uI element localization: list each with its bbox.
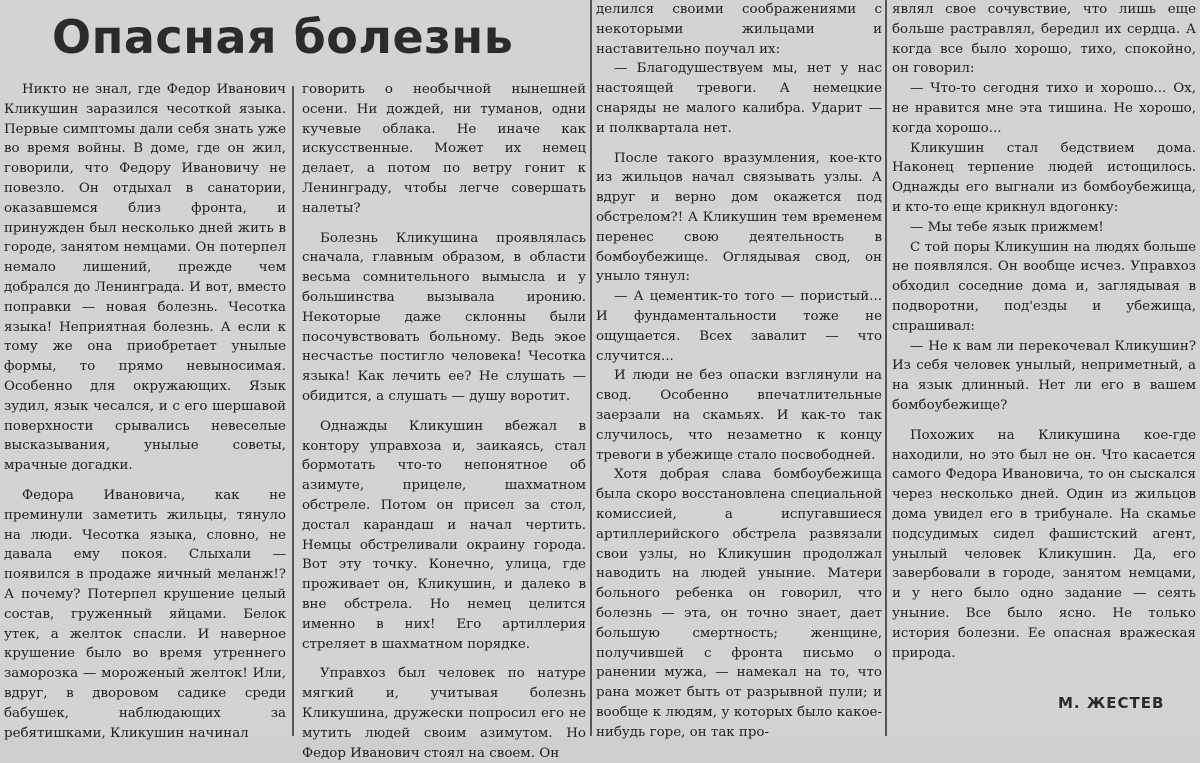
paragraph: После такого вразумления, кое-кто из жильцов начал связывать узлы. А вдруг и верно дом окажется под обстрелом?! А Кликушин тем временем перенес свою деятельность в бомбоубежище. Оглядывая свод, он уныло тянул: <box>596 150 882 285</box>
article-column-4 <box>892 0 1196 663</box>
paragraph: Кликушин стал бедствием дома. Наконец терпение людей истощилось. Однажды его выгнали из бомбоубежища, и кто-то еще крикнул вдогонку: <box>892 140 1196 215</box>
article-column-3 <box>596 0 882 742</box>
paragraph: — Благодушествуем мы, нет у нас настоящей тревоги. А немецкие снаряды не малого калибра. Ударит — и полквартала нет. <box>596 61 882 136</box>
column-divider-2 <box>590 0 592 736</box>
article-column-2 <box>302 80 586 763</box>
paragraph: С той поры Кликушин на людях больше не появлялся. Он вообще исчез. Управхоз обходил соседние дома и, заглядывая в подворотни, под'езды и убежища, спрашивал: <box>892 239 1196 334</box>
paragraph: Никто не знал, где Федор Иванович Кликушин заразился чесоткой языка. Первые симптомы дали себя знать уже во время войны. В доме, где он жил, говорили, что Федору Ивановичу не повезло. Он отдыхал в санатории, оказавшемся близ фронта, и принужден был несколько дней жить в городе, занятом немцами. Он потерпел немало лишений, прежде чем добрался до Ленинграда. И вот, вместо поправки — новая болезнь. Чесотка языка! Неприятная болезнь. А если к тому же она приобретает унылые формы, то прямо невыносимая. Особенно для окружающих. Язык зудил, язык чесался, и с его шершавой поверхности срывались невеселые высказывания, унылые советы, мрачные догадки. <box>4 82 286 474</box>
paragraph: Управхоз был человек по натуре мягкий и, учитывая болезнь Кликушина, дружески попросил его не мутить людей своим азимутом. Но Федор Иванович стоял на своем. Он <box>302 666 586 761</box>
author-signature: М. ЖЕСТЕВ <box>1058 694 1165 712</box>
paragraph: являл свое сочувствие, что лишь еще больше растравлял, бередил их сердца. А когда все было хорошо, тихо, спокойно, он говорил: <box>892 2 1196 77</box>
paragraph: Однажды Кликушин вбежал в контору управхоза и, заикаясь, стал бормотать что-то непонятное об азимуте, прицеле, шахматном обстреле. Потом он присел за стол, достал карандаш и начал чертить. Немцы обстреливали окраину города. Вот эту точку. Конечно, улица, где проживает он, Кликушин, и далеко в вне обстрела. Но немец целится именно в них! Его артиллерия стреляет в шахматном порядке. <box>302 418 586 652</box>
column-divider-1 <box>292 86 294 736</box>
paragraph: говорить о необычной нынешней осени. Ни дождей, ни туманов, одни кучевые облака. Не иначе как искусственные. Может их немец делает, а потом по ветру гонит к Ленинграду, чтобы легче совершать налеты? <box>302 82 586 216</box>
paragraph: Хотя добрая слава бомбоубежища была скоро восстановлена специальной комиссией, а испугавшиеся артиллерийского обстрела развязали свои узлы, но Кликушин продолжал наводить на людей уныние. Матери больного ребенка он говорил, что болезнь — эта, он точно знает, дает большую смертность; женщине, получившей с фронта письмо о ранении мужа, — намекал на то, что рана может быть от разрывной пули; и вообще к людям, у которых было какое-нибудь горе, он так про- <box>596 467 882 740</box>
paragraph: Похожих на Кликушина кое-где находили, но это был не он. Что касается самого Федора Ивановича, то он сыскался через несколько дней. Один из жильцов дома увидел его в трибунале. На скамье подсудимых сидел фашистский агент, унылый человек Кликушин. Да, его завербовали в городе, занятом немцами, и у него было одно задание — сеять уныние. Все было ясно. Не только история болезни. Ее опасная вражеская природа. <box>892 427 1196 661</box>
paragraph: — Не к вам ли перекочевал Кликушин? Из себя человек унылый, неприметный, а на язык длинный. Нет ли его в вашем бомбоубежище? <box>892 338 1196 413</box>
paragraph: — Что-то сегодня тихо и хорошо... Ох, не нравится мне эта тишина. Не хорошо, когда хорошо... <box>892 81 1196 136</box>
paragraph: И люди не без опаски взглянули на свод. Особенно впечатлительные заерзали на скамьях. И как-то так случилось, что незаметно к концу тревоги в убежище стало посвободней. <box>596 368 882 463</box>
article-title: Опасная болезнь <box>52 10 514 64</box>
article-column-1 <box>4 80 286 743</box>
paragraph: — Мы тебе язык прижмем! <box>910 219 1104 235</box>
paragraph: — А цементик-то того — пористый... И фундаментальности тоже не ощущается. Всех завалит — что случится... <box>596 289 882 364</box>
paragraph: Федора Ивановича, как не преминули заметить жильцы, тянуло на люди. Чесотка языка, словно, не давала ему покоя. Слыхали — появился в продаже яичный меланж!? А почему? Потерпел крушение целый состав, груженный яйцами. Белок утек, а желток спасли. И наверное крушение было во время утреннего заморозка — мороженый желток! Или, вдруг, в дворовом садике среди бабушек, наблюдающих за ребятишками, Кликушин начинал <box>4 487 286 741</box>
paragraph: Болезнь Кликушина проявлялась сначала, главным образом, в области весьма сомнительного вымысла и у большинства вызывала иронию. Некоторые даже склонны были посочувствовать больному. Ведь экое несчастье постигло человека! Чесотка языка! Как лечить ее? Не слушать — обидится, а слушать — душу воротит. <box>302 230 586 404</box>
column-divider-3 <box>885 0 887 736</box>
paragraph: делился своими соображениями с некоторыми жильцами и наставительно поучал их: <box>596 2 882 57</box>
